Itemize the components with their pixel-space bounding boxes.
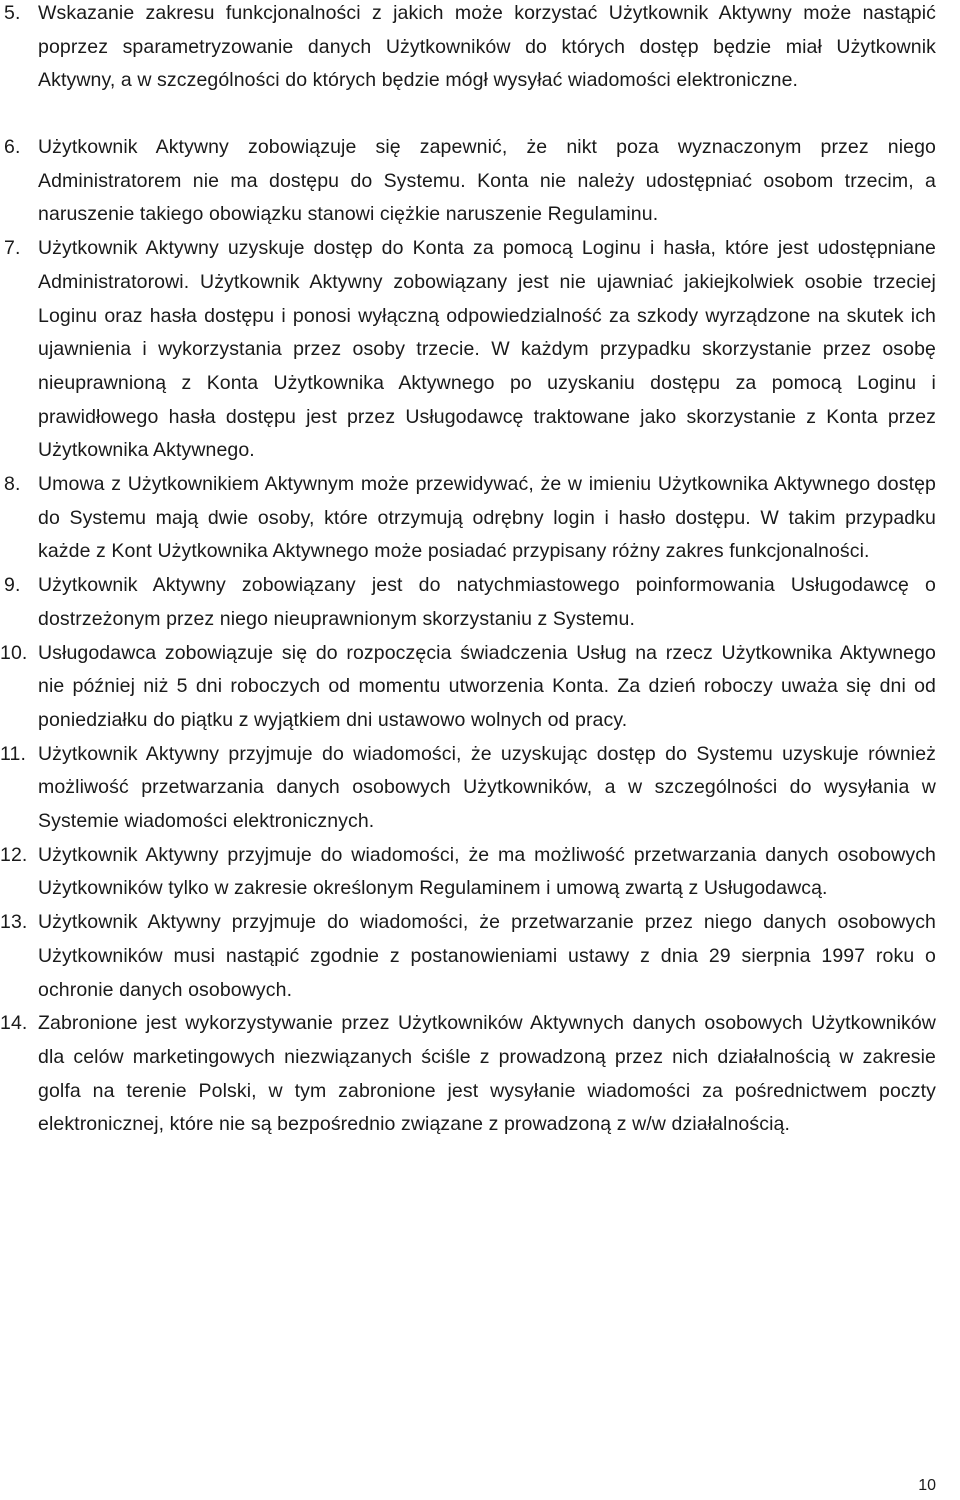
item-text: Usługodawca zobowiązuje się do rozpoczęcia świadczenia Usług na rzecz Użytkownika Aktywnego nie później niż 5 dni roboczych od momentu utworzenia Konta. Za dzień roboczy uważa się dni od poniedziałku do piątku z wyjątkiem dni ustawowo wolnych od pracy.	[38, 641, 936, 731]
item-text: Użytkownik Aktywny zobowiązuje się zapewnić, że nikt poza wyznaczonym przez niego Administratorem nie ma dostępu do Systemu. Konta nie należy udostępniać osobom trzecim, a naruszenie takiego obowiązku stanowi ciężkie naruszenie Regulaminu.	[38, 136, 936, 226]
list-item	[0, 637, 936, 738]
list-item	[0, 839, 936, 906]
item-number: 11.	[0, 742, 26, 765]
item-text: Zabronione jest wykorzystywanie przez Użytkowników Aktywnych danych osobowych Użytkowników dla celów marketingowych niezwiązanych ściśle z prowadzoną przez nich działalnością w zakresie golfa na terenie Polski, w tym zabronione jest wysyłanie wiadomości za pośrednictwem poczty elektronicznej, które nie są bezpośrednio związane z prowadzoną z w/w działalnością.	[38, 1012, 936, 1136]
item-number: 9.	[4, 574, 21, 597]
item-number: 10.	[0, 641, 28, 664]
item-text: Użytkownik Aktywny przyjmuje do wiadomości, że przetwarzanie przez niego danych osobowych Użytkowników musi nastąpić zgodnie z postanowieniami ustawy z dnia 29 sierpnia 1997 roku o ochronie danych osobowych.	[38, 911, 936, 1001]
item-number: 7.	[4, 237, 21, 260]
item-text: Użytkownik Aktywny uzyskuje dostęp do Konta za pomocą Loginu i hasła, które jest udostępniane Administratorowi. Użytkownik Aktywny zobowiązany jest nie ujawniać jakiejkolwiek osobie trzeciej Loginu oraz hasła dostępu i ponosi wyłączną odpowiedzialność za szkody wyrządzone na skutek ich ujawnienia i wykorzystania przez osoby trzecie. W każdym przypadku skorzystanie przez osobę nieuprawnioną z Konta Użytkownika Aktywnego po uzyskaniu dostępu za pomocą Loginu i prawidłowego hasła dostępu jest przez Usługodawcę traktowane jako skorzystanie z Konta przez Użytkownika Aktywnego.	[38, 237, 936, 462]
list-item	[0, 1007, 936, 1142]
item-text: Użytkownik Aktywny przyjmuje do wiadomości, że ma możliwość przetwarzania danych osobowych Użytkowników tylko w zakresie określonym Regulaminem i umową zwartą z Usługodawcą.	[38, 843, 936, 900]
list-item	[0, 131, 936, 232]
list-item	[0, 738, 936, 839]
item-number: 6.	[4, 136, 21, 158]
item-number: 5.	[4, 2, 21, 24]
list-item	[0, 906, 936, 1007]
item-number: 12.	[0, 843, 28, 866]
list-item	[0, 569, 936, 636]
page-number: 10	[918, 1477, 936, 1494]
item-text: Użytkownik Aktywny zobowiązany jest do natychmiastowego poinformowania Usługodawcę o dostrzeżonym przez niego nieuprawnionym skorzystaniu z Systemu.	[38, 574, 936, 630]
item-text: Umowa z Użytkownikiem Aktywnym może przewidywać, że w imieniu Użytkownika Aktywnego dostęp do Systemu mają dwie osoby, które otrzymują odrębny login i hasło dostępu. W takim przypadku każde z Kont Użytkownika Aktywnego może posiadać przypisany różny zakres funkcjonalności.	[38, 473, 936, 563]
item-number: 8.	[4, 473, 21, 496]
item-number: 14.	[0, 1012, 28, 1035]
list-continuation	[0, 131, 936, 1142]
list-item	[0, 232, 936, 468]
list-item	[0, 0, 936, 98]
list-item	[0, 468, 936, 569]
item-text: Użytkownik Aktywny przyjmuje do wiadomości, że uzyskując dostęp do Systemu uzyskuje również możliwość przetwarzania danych osobowych Użytkowników, a w szczególności do wysyłania w Systemie wiadomości elektronicznych.	[38, 742, 936, 833]
item-number: 13.	[0, 911, 28, 934]
item-text: Wskazanie zakresu funkcjonalności z jakich może korzystać Użytkownik Aktywny może nastąpić poprzez sparametryzowanie danych Użytkowników do których dostęp będzie miał Użytkownik Aktywny, a w szczególności do których będzie mógł wysyłać wiadomości elektroniczne.	[38, 2, 936, 92]
